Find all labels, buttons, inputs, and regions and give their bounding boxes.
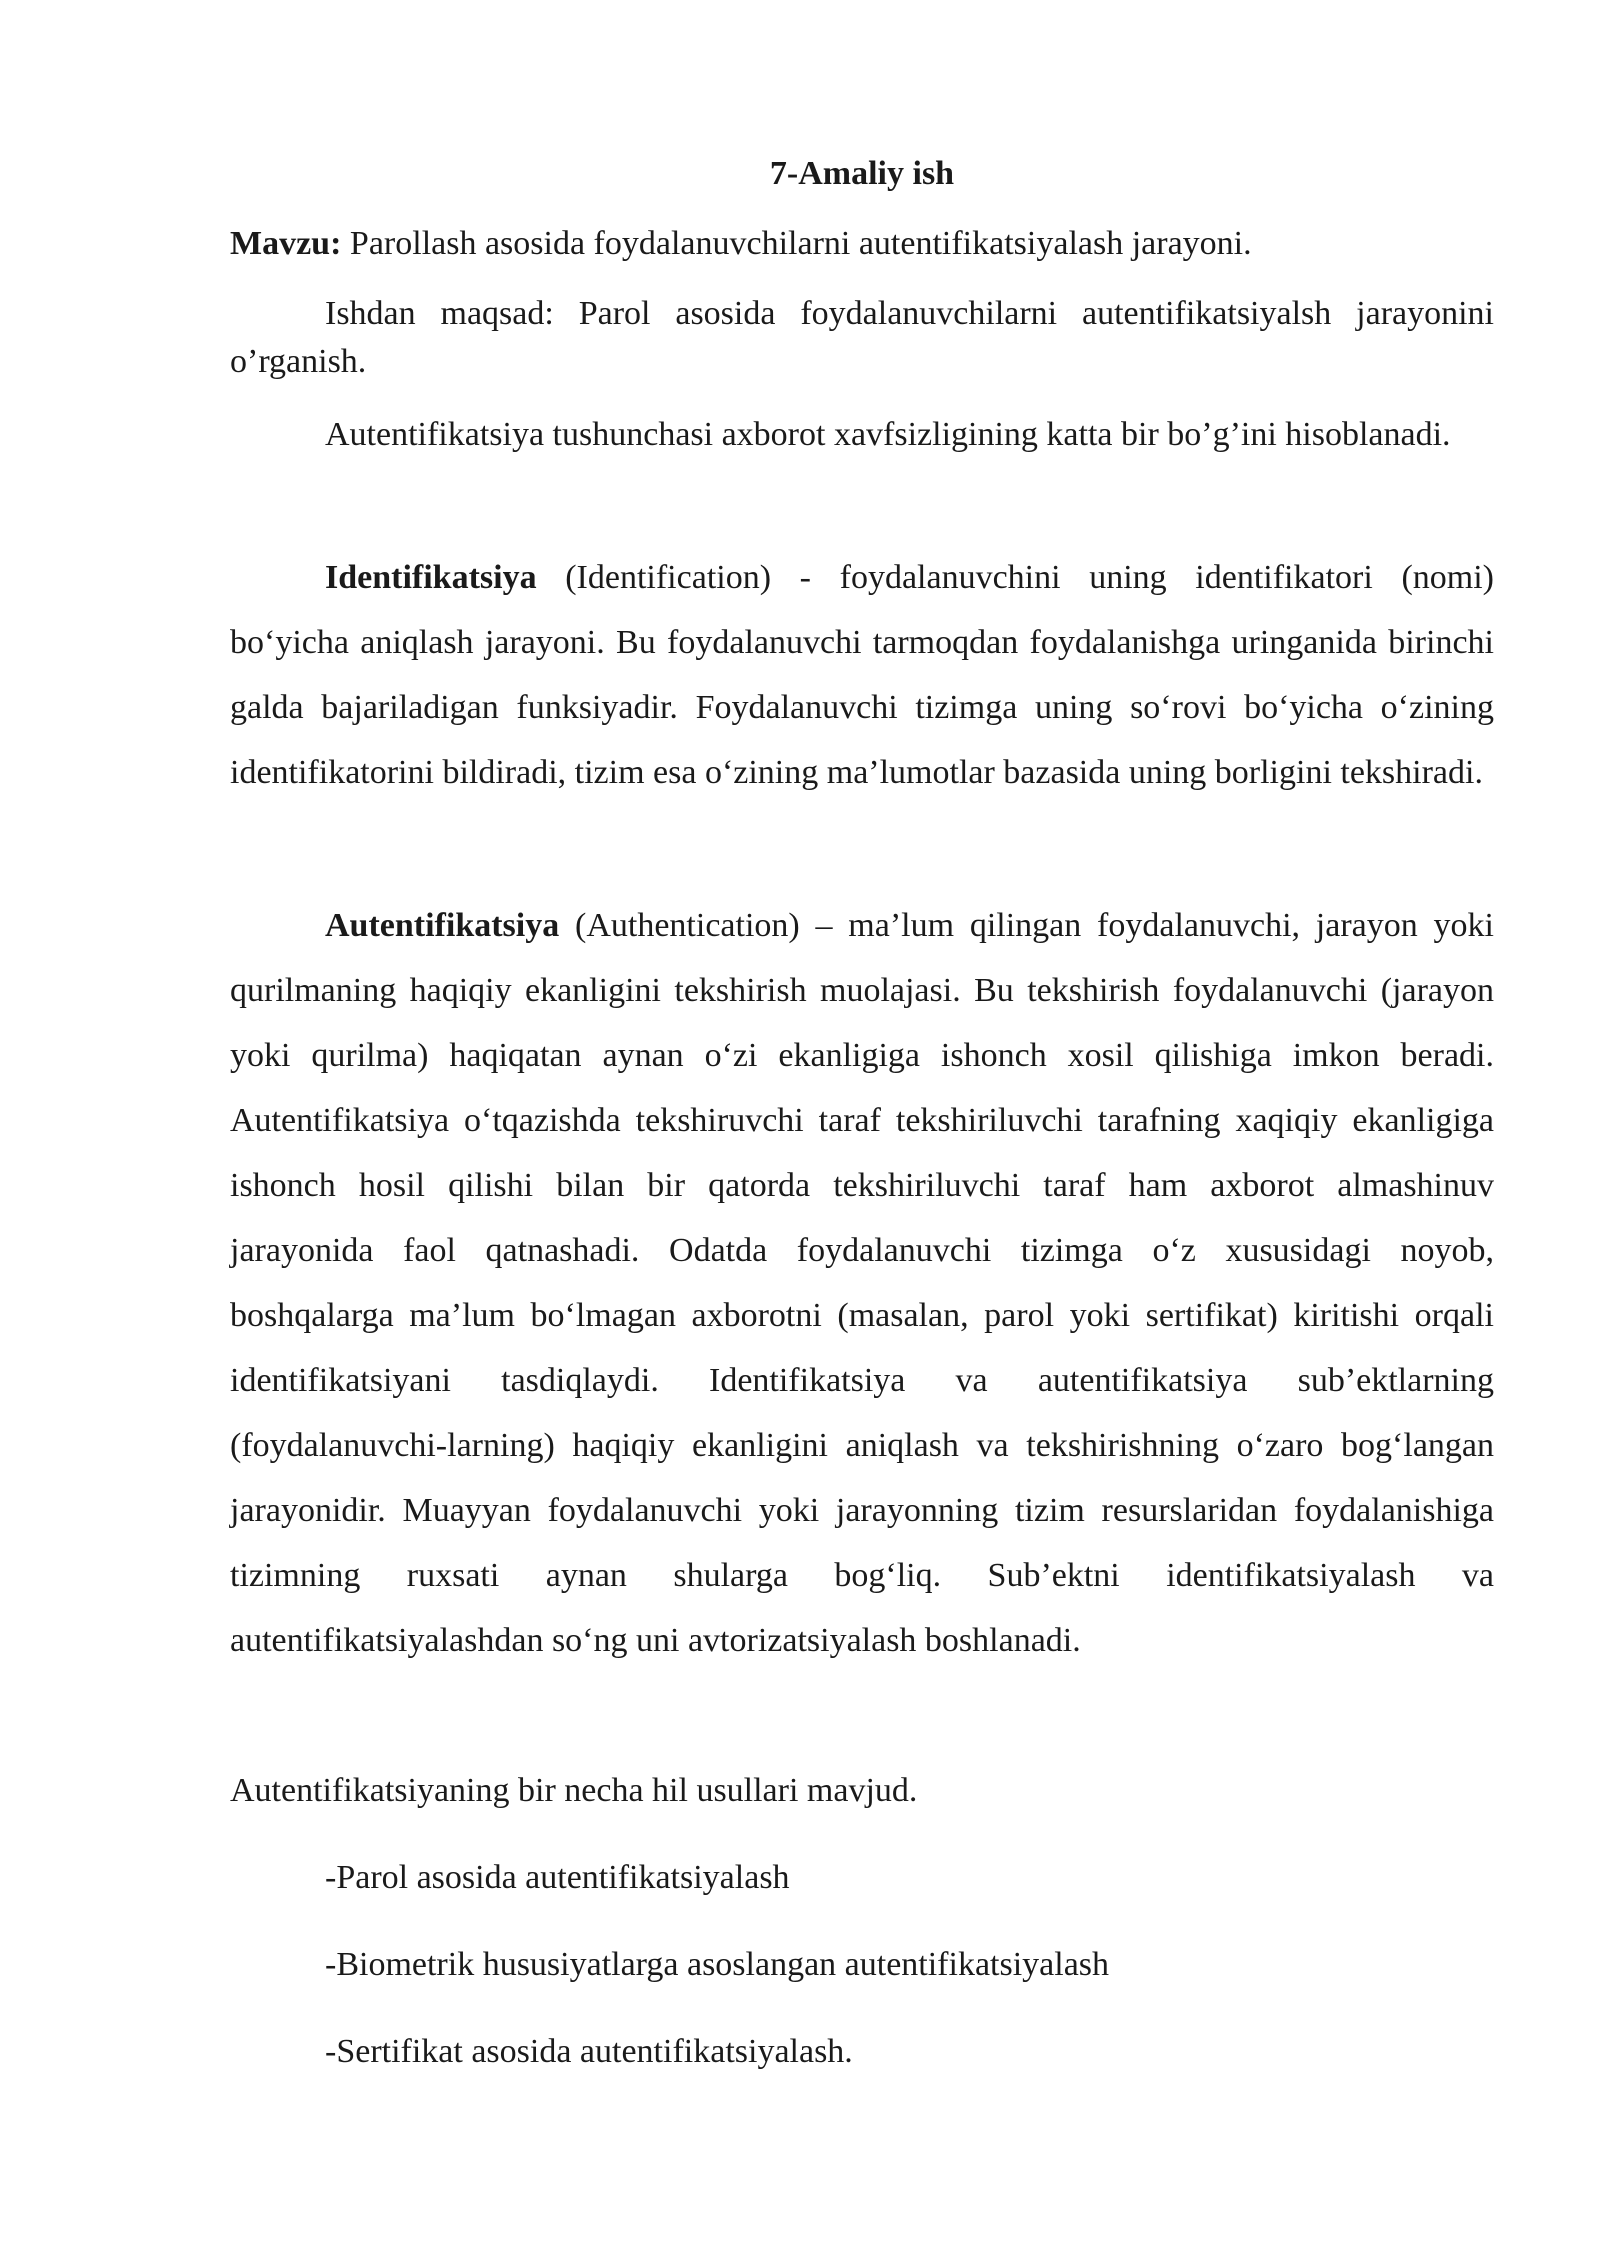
- method-item-password: -Parol asosida autentifikatsiyalash: [325, 1859, 790, 1896]
- intro-paragraph: Autentifikatsiya tushunchasi axborot xavfsizligining katta bir bo’g’ini hisoblanadi.: [325, 416, 1451, 453]
- identification-text: (Identification) - foydalanuvchini uning identifikatori (nomi) bo‘yicha aniqlash jarayoni. Bu foydalanuvchi tarmoqdan foydalanishga uringanida birinchi galda bajariladigan funksiyadir. Foydalanuvchi tizimga uning so‘rovi bo‘yicha o‘zining identifikatorini bildiradi, tizim esa o‘zining ma’lumotlar bazasida uning borligini tekshiradi.: [230, 559, 1494, 791]
- topic-text: Parollash asosida foydalanuvchilarni autentifikatsiyalash jarayoni.: [341, 225, 1252, 262]
- methods-intro: Autentifikatsiyaning bir necha hil usullari mavjud.: [230, 1772, 918, 1809]
- identification-paragraph: [230, 545, 1494, 805]
- page-title: 7-Amaliy ish: [769, 155, 955, 192]
- goal-paragraph: Ishdan maqsad: Parol asosida foydalanuvchilarni autentifikatsiyalsh jarayonini o’rganish.: [230, 295, 1494, 380]
- topic-paragraph: [230, 222, 1494, 266]
- identification-term: Identifikatsiya: [325, 559, 537, 596]
- authentication-term: Autentifikatsiya: [325, 907, 560, 944]
- method-item-certificate: -Sertifikat asosida autentifikatsiyalash.: [325, 2033, 853, 2070]
- authentication-text: (Authentication) – ma’lum qilingan foydalanuvchi, jarayon yoki qurilmaning haqiqiy ekanligini tekshirish muolajasi. Bu tekshirish foydalanuvchi (jarayon yoki qurilma) haqiqatan aynan o‘zi ekanligiga ishonch xosil qilishiga imkon beradi. Autentifikatsiya o‘tqazishda tekshiruvchi taraf tekshiriluvchi tarafning xaqiqiy ekanligiga ishonch hosil qilishi bilan bir qatorda tekshiriluvchi taraf ham axborot almashinuv jarayonida faol qatnashadi. Odatda foydalanuvchi tizimga o‘z xususidagi noyob, boshqalarga ma’lum bo‘lmagan axborotni (masalan, parol yoki sertifikat) kiritishi orqali identifikatsiyani tasdiqlaydi. Identifikatsiya va autentifikatsiya sub’ektlarning (foydalanuvchi-larning) haqiqiy ekanligini aniqlash va tekshirishning o‘zaro bog‘langan jarayonidir. Muayyan foydalanuvchi yoki jarayonning tizim resurslaridan foydalanishiga tizimning ruxsati aynan shularga bog‘liq. Sub’ektni identifikatsiyalash va autentifikatsiyalashdan so‘ng uni avtorizatsiyalash boshlanadi.: [230, 907, 1494, 1659]
- topic-label: Mavzu:: [230, 225, 342, 262]
- authentication-paragraph: [230, 893, 1494, 1673]
- method-item-biometric: -Biometrik hususiyatlarga asoslangan autentifikatsiyalash: [325, 1946, 1110, 1983]
- document-page: [230, 0, 1494, 2262]
